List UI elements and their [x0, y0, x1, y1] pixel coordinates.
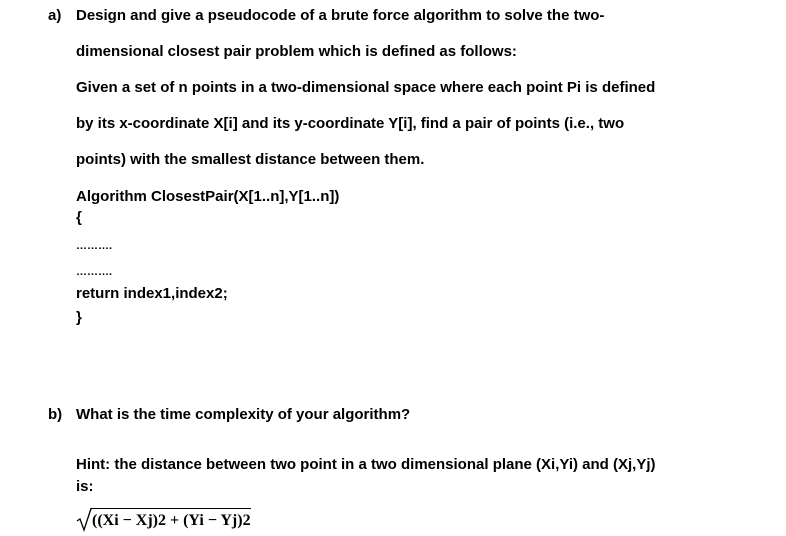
hint-line-1: Hint: the distance between two point in a two dimensional plane (Xi,Yi) and (Xj,Yj)	[76, 456, 656, 473]
open-brace: {	[76, 209, 82, 226]
algorithm-signature: Algorithm ClosestPair(X[1..n],Y[1..n])	[76, 188, 340, 205]
question-line-1: Design and give a pseudocode of a brute force algorithm to solve the two-	[76, 7, 605, 24]
question-line-2: dimensional closest pair problem which is defined as follows:	[76, 43, 517, 60]
question-line-5: points) with the smallest distance between them.	[76, 151, 425, 168]
code-placeholder-2: ……….	[76, 266, 113, 278]
formula-radicand: ((Xi − Xj)2 + (Yi − Yj)2	[92, 508, 251, 531]
part-a-marker: a)	[48, 7, 62, 24]
question-line-3: Given a set of n points in a two-dimensional space where each point Pi is defined	[76, 79, 656, 96]
code-placeholder-1: ……….	[76, 240, 113, 252]
complexity-question: What is the time complexity of your algorithm?	[76, 406, 411, 423]
part-b-marker: b)	[48, 406, 63, 423]
square-root-icon	[76, 504, 92, 532]
return-statement: return index1,index2;	[76, 285, 228, 302]
question-line-4: by its x-coordinate X[i] and its y-coordinate Y[i], find a pair of points (i.e., two	[76, 115, 625, 132]
close-brace: }	[76, 309, 82, 326]
hint-line-2: is:	[76, 478, 94, 495]
